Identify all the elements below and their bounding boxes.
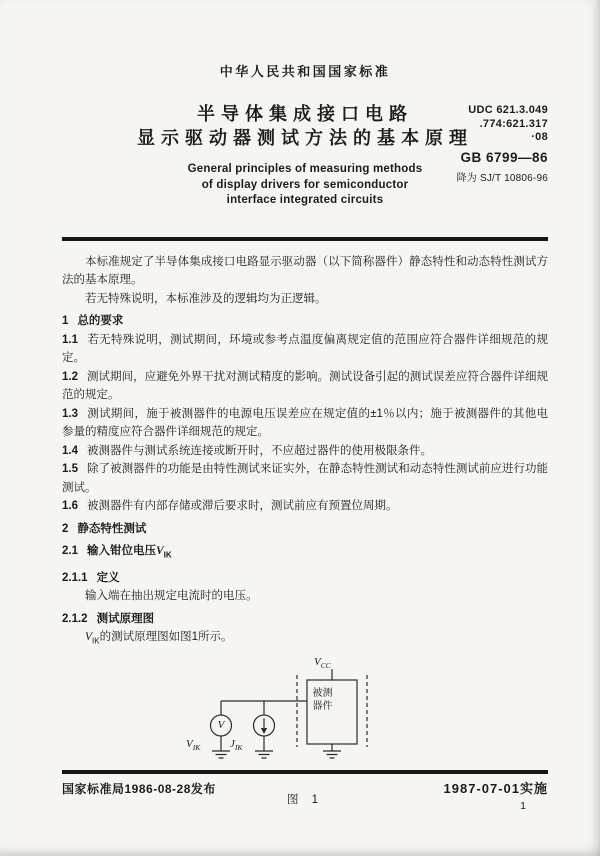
clause-1-3-text: 测试期间，施于被测器件的电源电压误差应在规定值的±1％以内；施于被测器件的其他电参量的精度应符合器件详细规范的规定。 [62, 407, 548, 438]
definition-text: 输入端在抽出规定电流时的电压。 [85, 590, 258, 603]
figure-1-circuit [62, 657, 548, 785]
jik-label-main: J [230, 738, 235, 751]
footer-divider-rule [62, 770, 548, 774]
clause-1-2 [62, 368, 548, 405]
vik-symbol-ref: V [85, 631, 93, 644]
dut-label: 被测器件 [312, 688, 333, 713]
figure-caption: 图 1 [286, 794, 324, 807]
clause-2-1-1-heading [62, 569, 548, 588]
standard-org-line: 中华人民共和国国家标准 [219, 64, 391, 79]
effective-date: 1987-07-01实施 [443, 781, 548, 796]
clause-2-1-1-number: 2.1.1 [62, 571, 88, 584]
ground-symbol-dut [323, 751, 341, 758]
udc-code-line1: UDC 621.3.049 [468, 104, 548, 116]
vcc-label [314, 656, 331, 672]
vik-label-main: V [186, 738, 193, 751]
clause-2-1-title: 输入钳位电压 [87, 545, 156, 557]
clause-2-1-2-title: 测试原理图 [96, 612, 155, 625]
clause-1-2-text: 测试期间，应避免外界干扰对测试精度的影响。测试设备引起的测试误差应符合器件详细规范的规定。 [62, 370, 548, 401]
circuit-diagram [184, 657, 414, 783]
clause-1-6-text: 被测器件有内部存储或滞后要求时，测试前应有预置位周期。 [87, 500, 398, 512]
doc-title-line1: 半导体集成接口电路 [197, 104, 413, 124]
intro-paragraph-1: 本标准规定了半导体集成接口电路显示驱动器（以下简称器件）静态特性和动态特性测试方法的基本原理。 [62, 255, 548, 286]
clause-1-3 [62, 405, 548, 442]
jik-label-subscript: IK [234, 743, 243, 753]
clause-1-3-number: 1.3 [62, 407, 78, 420]
voltmeter-letter: V [217, 719, 225, 732]
clause-2-1-number: 2.1 [62, 545, 78, 557]
jik-label [230, 738, 242, 754]
vik-symbol: V [156, 545, 164, 557]
standard-codes-block [457, 104, 548, 184]
udc-code-line3: ·08 [531, 131, 548, 143]
clause-1-2-number: 1.2 [62, 370, 78, 383]
vcc-label-main: V [314, 656, 321, 669]
clause-1-1 [62, 331, 548, 368]
ground-symbol-current-source [255, 751, 273, 758]
vik-label-subscript: IK [192, 743, 201, 753]
doc-title-line2: 显示驱动器测试方法的基本原理 [137, 128, 473, 148]
en-title-line3: interface integrated circuits [226, 194, 384, 206]
vcc-label-subscript: CC [320, 661, 331, 671]
section-2-title: 静态特性测试 [77, 522, 147, 535]
section-1-heading [62, 312, 548, 331]
clause-2-1-2-number: 2.1.2 [62, 612, 88, 625]
current-arrow-head [261, 728, 267, 734]
ground-symbol-voltmeter [212, 751, 230, 758]
clause-2-1-1-title: 定义 [96, 571, 120, 584]
clause-1-4-number: 1.4 [62, 444, 78, 457]
clause-1-5-number: 1.5 [62, 463, 78, 475]
en-title-line1: General principles of measuring methods [187, 163, 423, 175]
section-1-title: 总的要求 [77, 315, 124, 327]
clause-2-1-heading [62, 542, 548, 565]
issued-date: 国家标准局1986-08-28发布 [62, 782, 216, 796]
page-footer [62, 778, 548, 797]
en-title-line2: of display drivers for semiconductor [201, 178, 409, 191]
clause-1-1-text: 若无特殊说明，测试期间，环境或参考点温度偏离规定值的范围应符合器件详细规范的规定。 [62, 333, 548, 364]
vik-symbol-ref-subscript: IK [92, 636, 100, 646]
header-divider-rule [62, 237, 548, 241]
standard-superseded-note: 降为 SJ/T 10806-96 [456, 172, 548, 184]
clause-1-6-number: 1.6 [62, 500, 78, 512]
clause-1-5 [62, 460, 548, 497]
vik-label [186, 738, 200, 754]
intro-paragraph-2: 若无特殊说明，本标准涉及的逻辑均为正逻辑。 [85, 292, 327, 305]
standard-number: GB 6799—86 [460, 149, 548, 165]
clause-1-1-number: 1.1 [62, 333, 78, 346]
section-1-number: 1 [62, 315, 69, 327]
vik-symbol-subscript: IK [163, 550, 172, 560]
page-number: 1 [520, 800, 526, 812]
figure-reference-rest: 的测试原理图如图1所示。 [99, 631, 233, 644]
section-2-heading [62, 520, 548, 539]
udc-code-line2: .774:621.317 [479, 117, 548, 130]
figure-reference-text [62, 628, 548, 651]
section-2-number: 2 [62, 522, 69, 535]
clause-1-5-text: 除了被测器件的功能是由特性测试来证实外，在静态特性测试和动态特性测试前应进行功能测试。 [62, 463, 548, 494]
clause-1-6 [62, 497, 548, 516]
clause-2-1-2-heading [62, 610, 548, 629]
clause-1-4-text: 被测器件与测试系统连接或断开时，不应超过器件的使用极限条件。 [87, 444, 432, 457]
clause-1-4 [62, 442, 548, 461]
